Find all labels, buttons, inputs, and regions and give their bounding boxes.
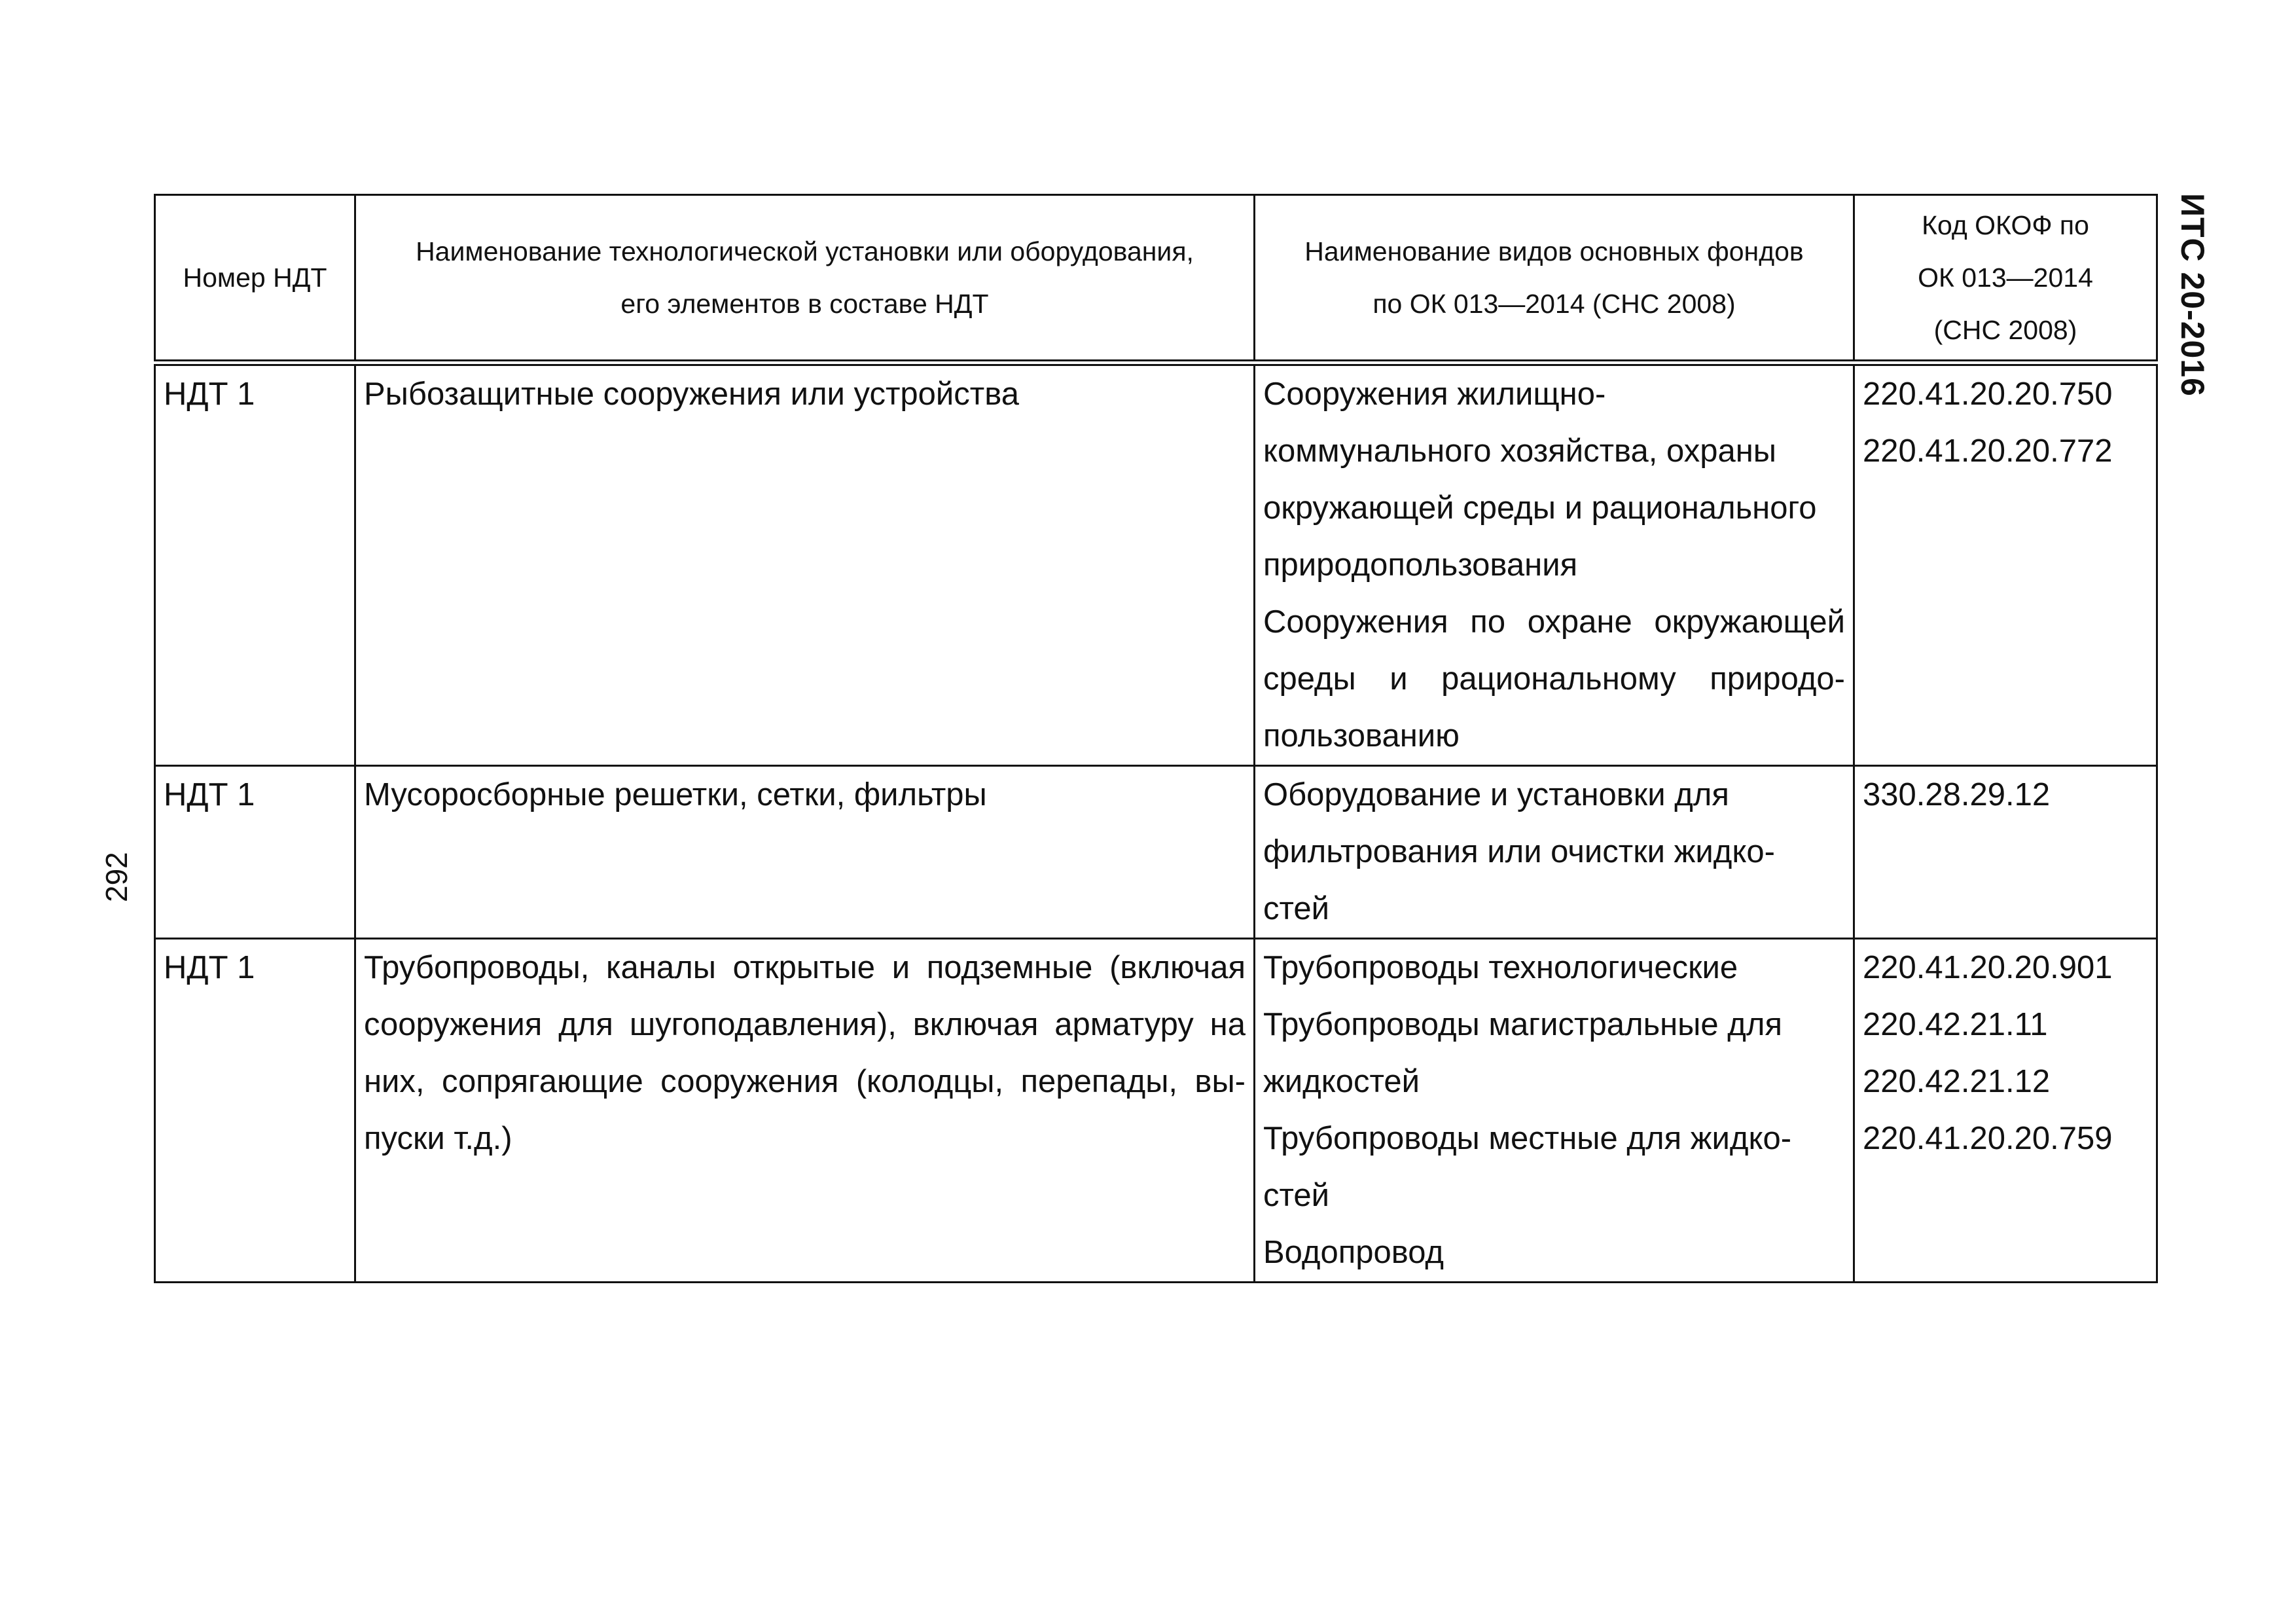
cell-text: жидкостей xyxy=(1263,1063,1420,1099)
page-number: 292 xyxy=(99,852,134,903)
cell-equipment xyxy=(355,938,1255,1282)
cell-text: Трубопроводы технологические xyxy=(1263,949,1738,985)
cell-text: окружающей среды и рационального xyxy=(1263,490,1817,526)
cell-text: 220.42.21.11 xyxy=(1863,1006,2048,1042)
cell-fund-types xyxy=(1255,363,1854,766)
cell-text: НДТ 1 xyxy=(164,776,255,812)
header-okof-code xyxy=(1854,195,2157,363)
header-line: по ОК 013—2014 (СНС 2008) xyxy=(1372,288,1736,319)
cell-okof-code xyxy=(1854,765,2157,938)
cell-okof-code xyxy=(1854,938,2157,1282)
cell-text: 220.42.21.12 xyxy=(1863,1063,2051,1099)
document-code-header: ИТС 20-2016 xyxy=(2174,193,2211,397)
cell-text: НДТ 1 xyxy=(164,376,255,412)
table-row xyxy=(155,363,2157,766)
cell-ndt-number xyxy=(155,938,355,1282)
cell-text: Сооружения жилищно- xyxy=(1263,376,1606,412)
cell-fund-types xyxy=(1255,938,1854,1282)
header-line: его элементов в составе НДТ xyxy=(620,288,989,319)
cell-text: 220.41.20.20.772 xyxy=(1863,433,2113,469)
cell-fund-types xyxy=(1255,765,1854,938)
cell-text: Рыбозащитные сооружения или устройства xyxy=(364,376,1019,412)
cell-text: 220.41.20.20.901 xyxy=(1863,949,2113,985)
cell-text: 330.28.29.12 xyxy=(1863,776,2051,812)
cell-text: 220.41.20.20.759 xyxy=(1863,1120,2113,1156)
header-line: ОК 013—2014 xyxy=(1918,262,2093,293)
cell-text: Мусоросборные решетки, сетки, фильтры xyxy=(364,776,987,812)
cell-text: пуски т.д.) xyxy=(364,1120,512,1156)
cell-text: Сооружения по охране окружающей xyxy=(1263,604,1845,640)
cell-text: среды и рациональному природо- xyxy=(1263,661,1845,697)
cell-text: стей xyxy=(1263,1177,1330,1213)
header-fund-types xyxy=(1255,195,1854,363)
cell-text: Водопровод xyxy=(1263,1234,1444,1270)
cell-text: НДТ 1 xyxy=(164,949,255,985)
header-line: Наименование технологической установки или оборудования, xyxy=(416,236,1194,266)
header-equipment xyxy=(355,195,1255,363)
ndt-equipment-table xyxy=(154,194,2158,1283)
cell-text: фильтрования или очистки жидко- xyxy=(1263,833,1775,869)
header-ndt-number xyxy=(155,195,355,363)
cell-text: коммунального хозяйства, охраны xyxy=(1263,433,1776,469)
header-line: Номер НДТ xyxy=(183,262,327,293)
cell-text: стей xyxy=(1263,890,1330,926)
cell-text: 220.41.20.20.750 xyxy=(1863,376,2113,412)
table-row xyxy=(155,765,2157,938)
cell-text: них, сопрягающие сооружения (колодцы, перепады, вы- xyxy=(364,1063,1246,1099)
cell-equipment xyxy=(355,363,1255,766)
cell-text: Трубопроводы магистральные для xyxy=(1263,1006,1782,1042)
cell-ndt-number xyxy=(155,363,355,766)
table-header-row xyxy=(155,195,2157,363)
cell-okof-code xyxy=(1854,363,2157,766)
cell-text: Оборудование и установки для xyxy=(1263,776,1729,812)
cell-equipment xyxy=(355,765,1255,938)
cell-text: Трубопроводы местные для жидко- xyxy=(1263,1120,1792,1156)
cell-text: Трубопроводы, каналы открытые и подземные (включая xyxy=(364,949,1246,985)
table-row xyxy=(155,938,2157,1282)
header-line: Наименование видов основных фондов xyxy=(1304,236,1804,266)
cell-ndt-number xyxy=(155,765,355,938)
cell-text: сооружения для шугоподавления), включая арматуру на xyxy=(364,1006,1246,1042)
header-line: Код ОКОФ по xyxy=(1922,210,2089,240)
header-line: (СНС 2008) xyxy=(1933,314,2077,345)
cell-text: пользованию xyxy=(1263,718,1460,754)
cell-text: природопользования xyxy=(1263,547,1578,583)
